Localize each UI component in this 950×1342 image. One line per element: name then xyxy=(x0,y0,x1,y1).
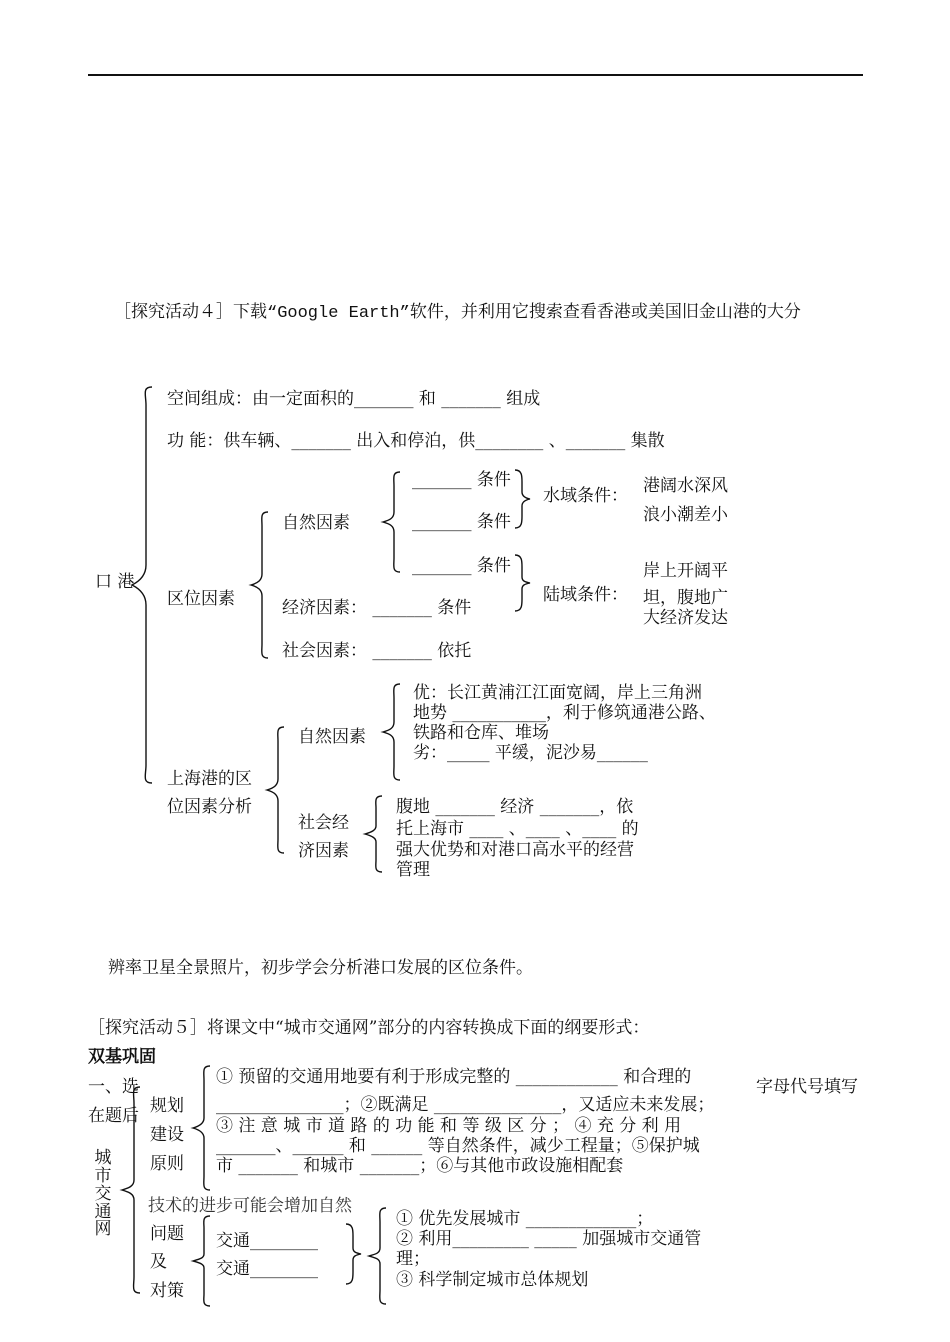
traffic-main-brace xyxy=(118,1085,144,1295)
location-factors-label: 区位因素 xyxy=(167,589,235,609)
port-main-brace xyxy=(128,385,158,785)
measure-3: ③ 科学制定城市总体规划 xyxy=(396,1270,589,1290)
planning-brace xyxy=(190,1064,214,1192)
space-composition: 空间组成：由一定面积的_______ 和 _______ 组成 xyxy=(167,389,541,409)
measure-2b: 理； xyxy=(396,1249,430,1269)
sh-socio-text-4: 管理 xyxy=(396,860,430,880)
problems-brace xyxy=(190,1214,214,1308)
measures-brace xyxy=(366,1206,390,1306)
shanghai-label-1: 上海港的区 xyxy=(167,769,252,789)
behind-text-1-right: 字母代号填写 xyxy=(756,1077,858,1097)
natural-condition-1: _______ 条件 xyxy=(412,470,511,490)
natural-factors-label: 自然因素 xyxy=(282,513,350,533)
problems-label-1: 问题 xyxy=(150,1224,184,1244)
sh-socio-text-3: 强大优势和对港口高水平的经营 xyxy=(396,840,634,860)
section-title: 双基巩固 xyxy=(88,1047,156,1067)
traffic-root-label: 城市交通网 xyxy=(94,1148,112,1240)
measure-1: ① 优先发展城市 _____________； xyxy=(396,1209,654,1229)
sh-socio-text-1: 腹地 _______ 经济 _______，依 xyxy=(396,797,634,817)
traffic-problem-1: 交通________ xyxy=(216,1231,318,1251)
social-factors: 社会因素： _______ 依托 xyxy=(282,641,472,661)
activity-4-text: ［探究活动４］下载“Google Earth”软件，并利用它搜索查看香港或美国旧金山港的大分 xyxy=(114,304,801,323)
sh-socio-text-2: 托上海市 ____ 、____ 、____ 的 xyxy=(396,819,639,839)
water-condition-line-2: 浪小潮差小 xyxy=(643,505,728,525)
land-condition-line-3: 大经济发达 xyxy=(643,608,728,628)
sh-advantage-line-3: 铁路和仓库、堆场 xyxy=(413,723,549,743)
land-condition-label: 陆域条件： xyxy=(543,585,628,605)
header-rule xyxy=(88,74,863,76)
port-root-label: 口 港 xyxy=(95,572,135,592)
land-condition-line-2: 坦，腹地广 xyxy=(643,588,728,608)
water-condition-line-1: 港阔水深风 xyxy=(643,476,728,496)
natural-condition-3: _______ 条件 xyxy=(412,556,511,576)
planning-label-2: 建设 xyxy=(150,1125,184,1145)
planning-rule-3: ③ 注 意 城 市 道 路 的 功 能 和 等 级 区 分 ； ④ 充 分 利 用 xyxy=(216,1116,682,1136)
planning-label-1: 规划 xyxy=(150,1096,184,1116)
sh-socio-brace xyxy=(362,794,386,874)
planning-rule-5: 市 _______ 和城市 _______；⑥与其他市政设施相配套 xyxy=(216,1156,624,1176)
measure-2: ② 利用_________ _____ 加强城市交通管 xyxy=(396,1229,702,1249)
sh-natural-brace xyxy=(380,682,404,782)
port-function: 功 能：供车辆、_______ 出入和停泊，供________ 、_______ 集散 xyxy=(167,431,665,451)
natural-condition-2: _______ 条件 xyxy=(412,512,511,532)
planning-rule-4: _______、______ 和 ______ 等自然条件，减少工程量；⑤保护城 xyxy=(216,1136,700,1156)
behind-text-3: 技术的进步可能会增加自然 xyxy=(148,1196,352,1216)
water-condition-label: 水域条件： xyxy=(543,486,628,506)
traffic-problem-2: 交通________ xyxy=(216,1259,318,1279)
sh-disadvantage: 劣：_____ 平缓，泥沙易______ xyxy=(413,743,648,763)
land-condition-brace xyxy=(512,553,534,613)
planning-rule-2: _______________；②既满足 _______________，又适应未来发展； xyxy=(216,1095,715,1115)
planning-label-3: 原则 xyxy=(150,1154,184,1174)
shanghai-label-2: 位因素分析 xyxy=(167,797,252,817)
planning-rule-1: ① 预留的交通用地要有利于形成完整的 ____________ 和合理的 xyxy=(216,1067,692,1087)
sh-socio-label-2: 济因素 xyxy=(298,841,349,861)
behind-text-1-left: 一、选 xyxy=(88,1077,139,1097)
satellite-text: 辨率卫星全景照片，初步学会分析港口发展的区位条件。 xyxy=(108,958,533,978)
behind-text-2-left: 在题后 xyxy=(88,1106,139,1126)
land-condition-line-1: 岸上开阔平 xyxy=(643,561,728,581)
activity-5-text: ［探究活动５］将课文中“城市交通网”部分的内容转换成下面的纲要形式： xyxy=(88,1018,650,1038)
economic-factors: 经济因素： _______ 条件 xyxy=(282,598,472,618)
sh-natural-factors-label: 自然因素 xyxy=(298,727,366,747)
shanghai-brace xyxy=(264,725,288,855)
problems-label-2: 及 xyxy=(150,1252,167,1272)
water-condition-brace xyxy=(512,468,534,530)
location-factors-brace xyxy=(248,510,272,660)
sh-advantage-line-1: 优：长江黄浦江江面宽阔，岸上三角洲 xyxy=(413,683,702,703)
traffic-problem-brace xyxy=(343,1222,365,1286)
problems-label-3: 对策 xyxy=(150,1281,184,1301)
natural-factors-brace xyxy=(380,470,404,574)
sh-advantage-line-2: 地势 ___________，利于修筑通港公路、 xyxy=(413,703,716,723)
sh-socio-label-1: 社会经 xyxy=(298,813,349,833)
